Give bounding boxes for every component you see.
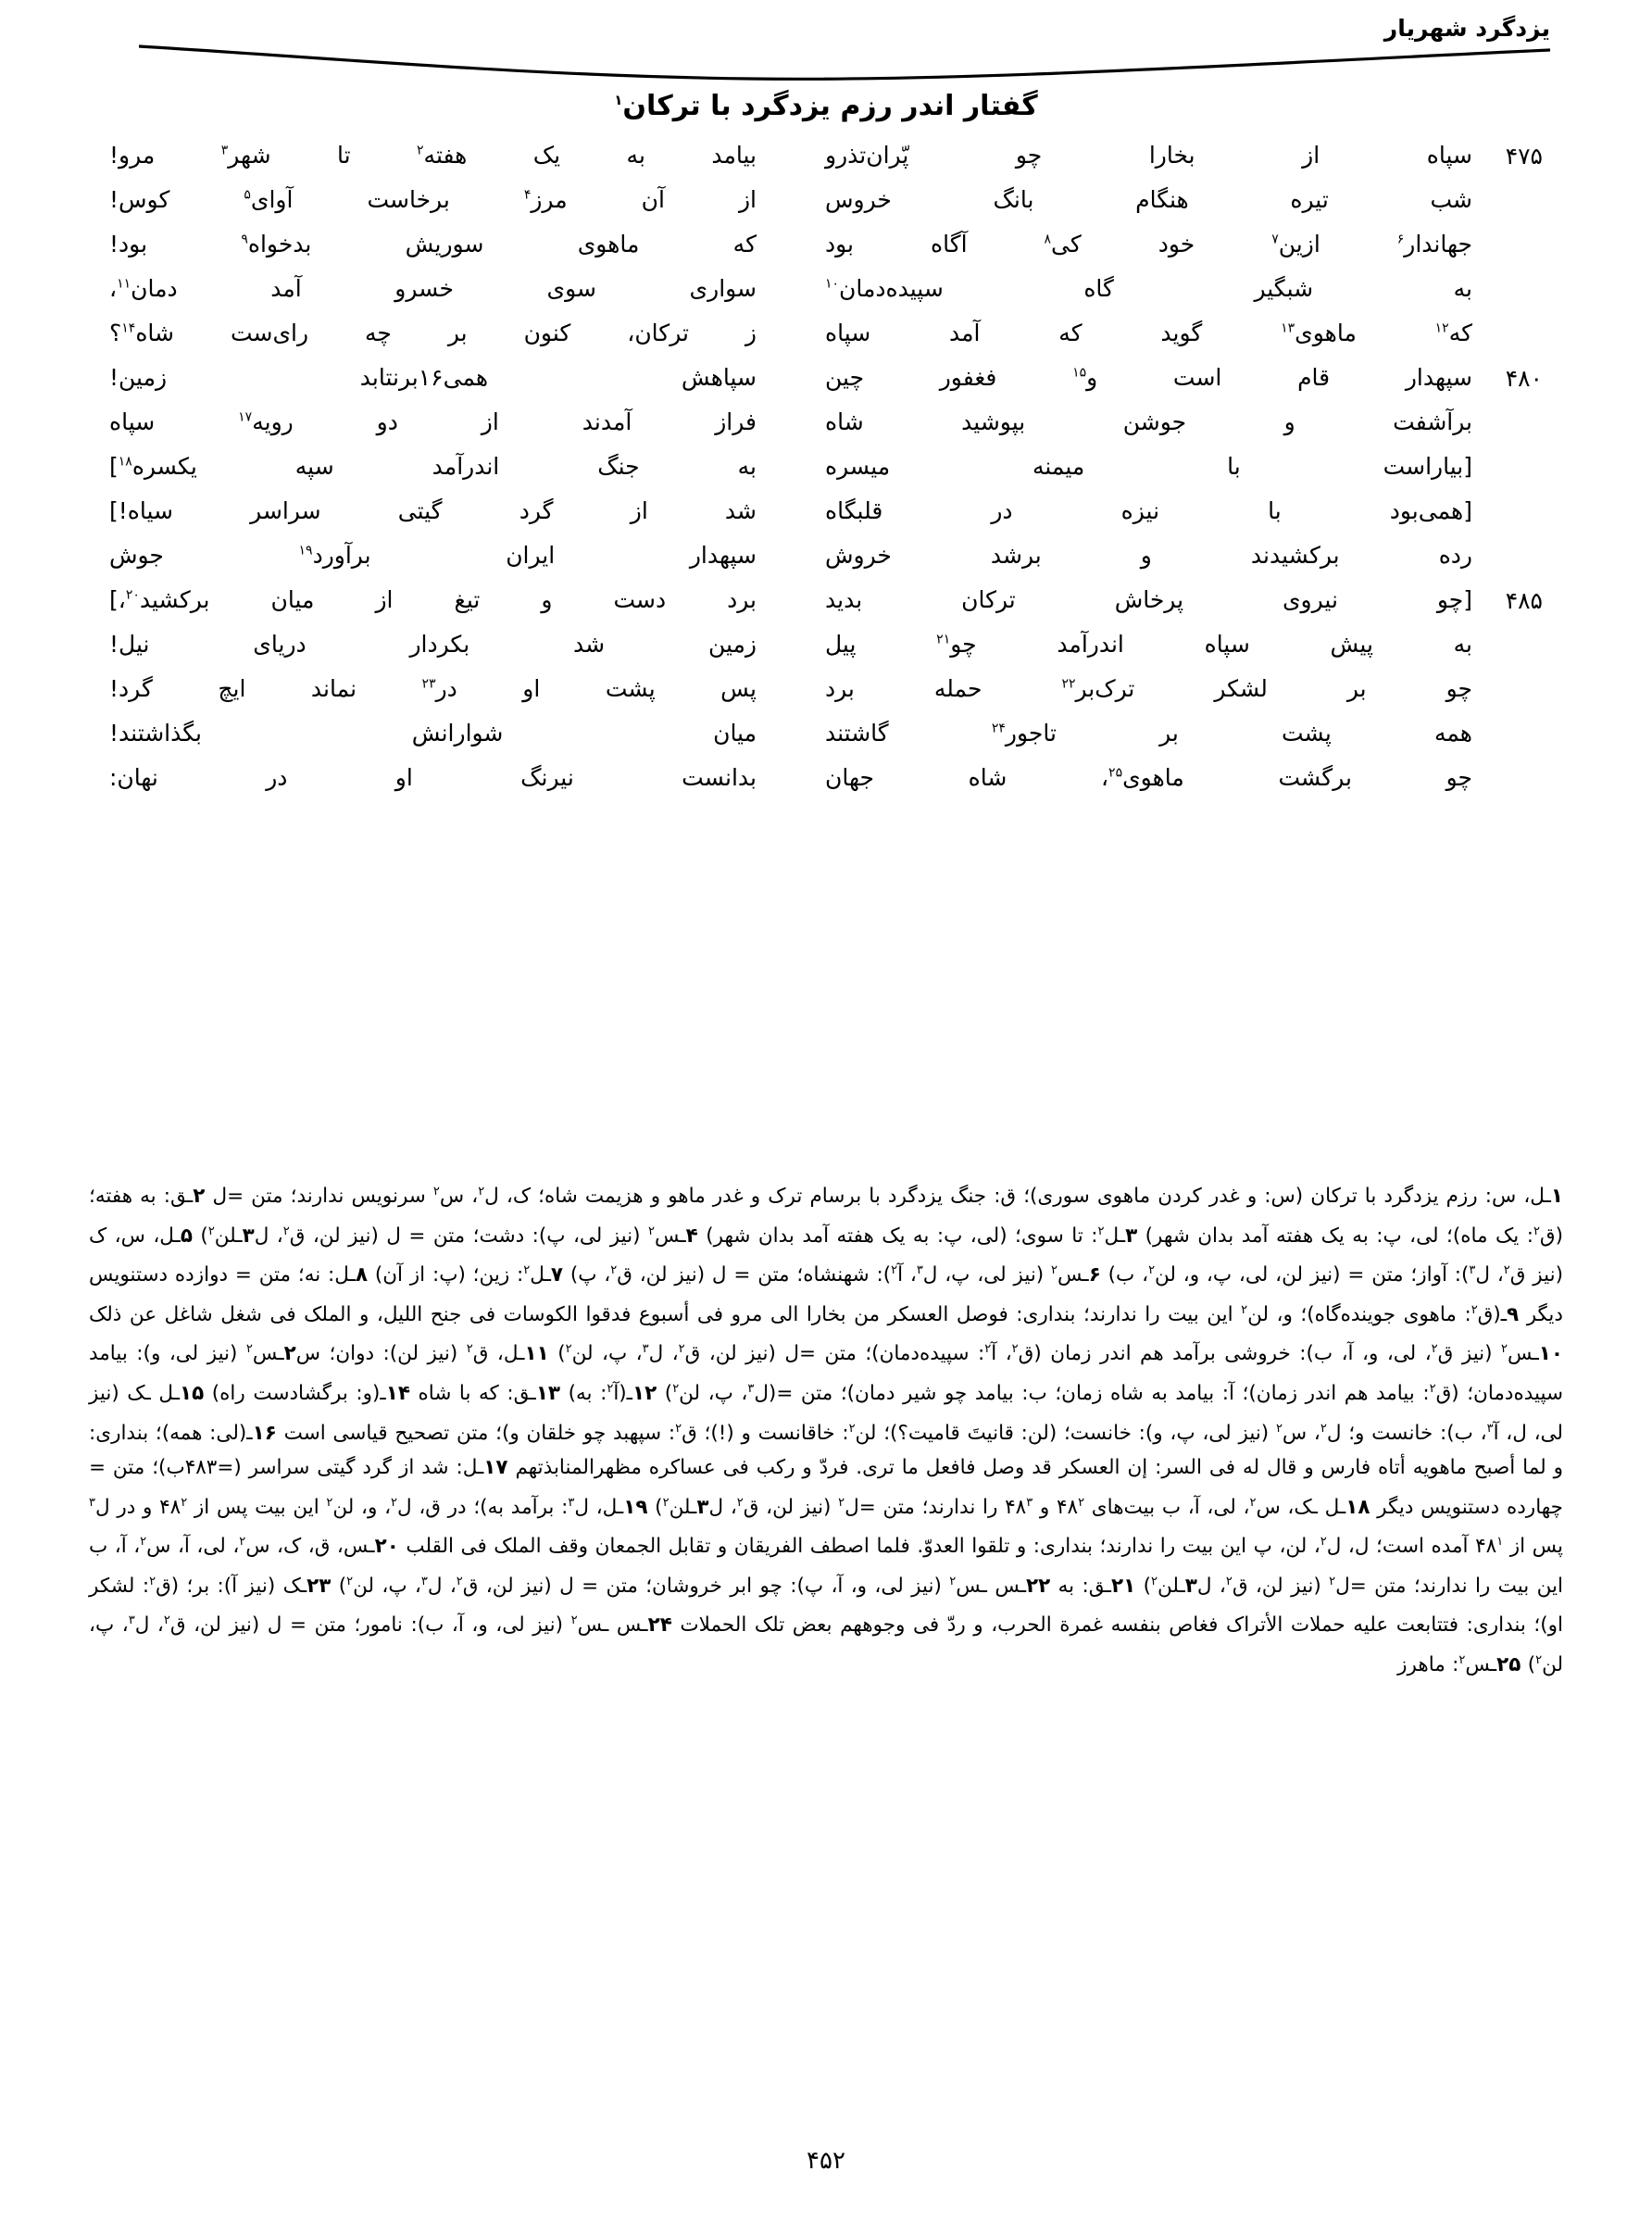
hemistich-first: همه پشت بر تاجور$^{۲۴}$ گاشتند: [825, 720, 1472, 747]
verse-number: [1472, 719, 1543, 722]
verse-line: [109, 674, 1543, 719]
apparatus-note-number: ۲۳: [307, 1574, 332, 1598]
hemistich-first: سپاه از بخارا چو پّران‌تذرو: [825, 142, 1472, 169]
apparatus-superscript: ۲: [1431, 1342, 1438, 1357]
apparatus-superscript: ۲: [672, 1381, 680, 1396]
apparatus-superscript: ۲: [1078, 1495, 1085, 1510]
apparatus-note-number: ۱: [1550, 1185, 1563, 1209]
folio-number: ۴۵۲: [807, 2147, 845, 2175]
hemistich-second: بدانست نیرنگ او در نهان:: [109, 764, 757, 791]
apparatus-note-number: ۸: [355, 1263, 368, 1287]
apparatus-superscript: ۲: [1533, 1224, 1540, 1238]
footnote-marker: ۲۲: [1061, 676, 1076, 692]
apparatus-note-number: ۳: [1125, 1224, 1138, 1248]
verse-line: [109, 719, 1543, 763]
apparatus-note-number: ۱۶: [252, 1421, 277, 1445]
verse-line: [109, 363, 1543, 408]
apparatus-superscript: ۳: [1486, 1421, 1494, 1436]
footnote-marker: ۱۸: [118, 454, 132, 470]
apparatus-note-number: ۹: [1507, 1302, 1520, 1326]
apparatus-superscript: ۲: [647, 1224, 655, 1238]
apparatus-superscript: ۲: [391, 1495, 397, 1510]
verse-block: [109, 141, 1543, 808]
footnote-marker: ۶: [1396, 232, 1405, 247]
hemistich-second: که ماهوی سوریش بدخواه$^۹$ بود!: [109, 231, 757, 257]
apparatus-superscript: ۳: [916, 1263, 923, 1278]
apparatus-superscript: ۲: [1429, 1381, 1436, 1396]
hemistich-first: سپهدار قام است و$^{۱۵}$ فغفور چین: [825, 364, 1472, 391]
apparatus-superscript: ۲: [1320, 1534, 1327, 1549]
verse-line: [109, 230, 1543, 274]
verse-line: [109, 630, 1543, 674]
apparatus-note-number: ۲۵: [1496, 1652, 1521, 1676]
apparatus-superscript: ۲: [1275, 1421, 1283, 1436]
verse-number: [1472, 630, 1543, 633]
apparatus-superscript: ۲: [736, 1495, 744, 1510]
apparatus-superscript: ۳: [1026, 1495, 1033, 1510]
apparatus-text: ۱ـل، س: رزم یزدگرد با ترکان (س: و غدر کردن ماهوی سوری)؛ ق: جنگ یزدگرد با برسام ترک و غدر ماهو و هزیمت شاه؛ ک، ل$^۲$، س$^۲$ سرنویس ندارند؛ متن =ل ۲ـق: به هفته؛ (ق$^۲$: یک ماه)؛ لی، پ: به یک هفته آمد بدان شهر) ۳ـل$^۲$: تا سوی؛ (لی، پ: به یک هفته آمد بدان شهر) ۴ـس$^۲$ (نیز لی، پ): دشت؛ متن = ل (نیز لن، ق$^۲$، ل۳ـلن$^۲$) ۵ـل، س، ک (نیز ق$^۲$، ل$^۳$): آواز؛ متن = (نیز لن، لی، پ، و، لن$^۲$، ب) ۶ـس$^۲$ (نیز لی، پ، ل$^۳$، آ$^۲$): شهنشاه؛ متن = ل (نیز لن، ق$^۲$، پ) ۷ـل$^۲$: زین؛ (پ: از آن) ۸ـل: نه؛ متن = دوازده دستنویس دیگر ۹ـ(ق$^۲$: ماهوی جوینده‌گاه)؛ و، لن$^۲$ این بیت را ندارند؛ بنداری: فوصل العسکر من بخارا الی مرو فی أسبوع فدقوا الکوسات فی جنح اللیل، و الملک فی شغل شاغل عن ذلک ۱۰ـس$^۲$ (نیز ق$^۲$، لی، و، آ، ب): خروشی برآمد هم اندر زمان (ق$^۲$، آ$^۲$: سپیده‌دمان)؛ متن =ل (نیز لن، ق$^۲$، ل$^۳$، پ، لن$^۲$) ۱۱ـل، ق$^۲$ (نیز لن): دوان؛ س۲ـس$^۲$ (نیز لی، و): بیامد سپیده‌دمان؛ (ق$^۲$: بیامد هم اندر زمان)؛ آ: بیامد به شاه زمان؛ ب: بیامد چو شیر دمان)؛ متن =(ل$^۳$، پ، لن$^۲$) ۱۲ـ(آ$^۲$: به) ۱۳ـق: که با شاه ۱۴ـ(و: برگشادست راه) ۱۵ـل ـک (نیز لی، ل، آ$^۳$، ب): خانست و؛ ل$^۲$، س$^۲$ (نیز لی، پ، و): خانست؛ (لن: قانیتَ قامیت‌؟)؛ لن$^۲$: خاقانست و (!)؛ ق$^۲$: سپهبد چو خلقان و)؛ متن تصحیح قیاسی است ۱۶ـ(لی: همه)؛ بنداری: و لما أصبح ماهویه أتاه فارس و قال له فی السر: إن العسکر قد وصل فافعل ما تری. فردّ و رکب فی عساکره مظهرالمنابذتهم ۱۷ـل: شد از گرد گیتی سراسر (=۴۸۳ب)؛ متن = چهارده دستنویس دیگر ۱۸ـل ـک، س$^۲$، لی، آ، ب بیت‌های $۴۸^۲$ و $۴۸^۳$ را ندارند؛ متن =ل$^۲$ (نیز لن، ق$^۲$، ل۳ـلن$^۲$) ۱۹ـل، ل$^۳$: برآمد به)؛ در ق، ل$^۲$، و، لن$^۲$ این بیت پس از $۴۸^۲$ و در ل$^۳$ پس از $۴۸^۱$ آمده است؛ ل، ل$^۲$، لن، پ این بیت را ندارند؛ بنداری: و تلقوا العدوّ. فلما اصطف الفریقان و تقابل الجمعان وقف الملک فی القلب ۲۰ـس، ق، ک، س$^۲$، لی، آ، س$^۲$، آ، ب این بیت را ندارند؛ متن =ل$^۲$ (نیز لن، ق$^۲$، ل۳ـلن$^۲$) ۲۱ـق: به ۲۲ـس ـس$^۲$ (نیز لی، و، آ، پ): چو ابر خروشان؛ متن = ل (نیز لن، ق$^۲$، ل$^۳$، پ، لن$^۲$) ۲۳ـک (نیز آ): بر؛ (ق$^۲$: لشکر او)؛ بنداری: فتتابعت علیه حملات الأتراک فغاص بنفسه غمرة الحرب، و ردّ فی وجوههم بعض تلک الحملات ۲۴ـس ـس$^۲$ (نیز لی، و، آ، ب): نامور؛ متن = ل (نیز لن، ق$^۲$، ل$^۳$، پ، لن$^۲$) ۲۵ـس$^۲$: ماهرز: [89, 1185, 1564, 1676]
apparatus-superscript: ۲: [1471, 1302, 1478, 1317]
apparatus-note-number: ۱۰: [1538, 1342, 1563, 1366]
apparatus-superscript: ۲: [1151, 1574, 1158, 1588]
apparatus-superscript: ۲: [149, 1574, 156, 1588]
footnote-marker: ۷: [1271, 232, 1279, 247]
apparatus-superscript: ۳: [128, 1613, 135, 1628]
wavy-rule-icon: [139, 44, 1550, 82]
running-header-title: یزدگرد شهریار: [1383, 15, 1550, 42]
apparatus-superscript: ۲: [607, 1381, 614, 1396]
apparatus-note-number: ۲۱: [1111, 1574, 1136, 1598]
apparatus-superscript: ۲: [1097, 1224, 1105, 1238]
footnote-marker: ۲۵: [1108, 765, 1123, 781]
apparatus-note-number: ۱۱: [524, 1342, 549, 1366]
apparatus-superscript: ۲: [245, 1342, 253, 1357]
apparatus-superscript: ۲: [1011, 1342, 1019, 1357]
verse-line: [109, 541, 1543, 585]
verse-number: [1472, 274, 1543, 277]
apparatus-superscript: ۲: [1320, 1421, 1327, 1436]
verse-line: [109, 141, 1543, 185]
apparatus-superscript: ۳: [89, 1495, 95, 1510]
verse-line: [109, 185, 1543, 230]
apparatus-superscript: ۲: [610, 1263, 618, 1278]
verse-number: [1472, 452, 1543, 455]
hemistich-second: برد دست و تیغ از میان برکشید$^{۲۰}$،]: [109, 586, 757, 613]
footnote-marker: ۱۵: [1072, 365, 1087, 381]
apparatus-superscript: ۲: [1241, 1302, 1248, 1317]
verse-number: [1472, 496, 1543, 499]
apparatus-superscript: ۲: [1148, 1263, 1156, 1278]
hemistich-second: از آن مرز$^۴$ برخاست آوای$^۵$ کوس!: [109, 186, 757, 213]
apparatus-superscript: ۲: [678, 1342, 685, 1357]
apparatus-superscript: ۲: [675, 1421, 682, 1436]
hemistich-first: [همی‌بود با نیزه در قلبگاه: [825, 497, 1472, 524]
hemistich-first: رده برکشیدند و برشد خروش: [825, 542, 1472, 569]
apparatus-superscript: ۲: [478, 1185, 485, 1199]
section-title: [0, 90, 1652, 122]
hemistich-first: به پیش سپاه اندرآمد چو$^{۲۱}$ پیل: [825, 631, 1472, 658]
apparatus-superscript: ۲: [1535, 1652, 1543, 1667]
apparatus-superscript: ۳: [1469, 1263, 1476, 1278]
footnote-marker: ۲: [417, 143, 424, 158]
hemistich-second: سپاهش همی۱۶برنتابد زمین!: [109, 364, 757, 391]
apparatus-superscript: ۲: [949, 1574, 957, 1588]
footnote-marker: ۴: [523, 187, 532, 203]
apparatus-note-number: ۲: [283, 1342, 296, 1366]
verse-number: [1472, 674, 1543, 677]
footnote-marker: ۱۹: [298, 543, 313, 558]
apparatus-superscript: ۲: [1249, 1495, 1257, 1510]
apparatus-superscript: ۲: [432, 1185, 440, 1199]
apparatus-superscript: ۲: [838, 1495, 845, 1510]
apparatus-note-number: ۱۹: [623, 1495, 648, 1519]
hemistich-second: میان شوارانش بگذاشتند!: [109, 720, 757, 747]
hemistich-second: سپهدار ایران برآورد$^{۱۹}$ جوش: [109, 542, 757, 569]
verse-number: [1472, 408, 1543, 410]
apparatus-superscript: ۲: [565, 1342, 572, 1357]
apparatus-note-number: ۱۵: [179, 1381, 205, 1405]
apparatus-note-number: ۱۴: [385, 1381, 410, 1405]
apparatus-superscript: ۲: [456, 1574, 463, 1588]
footnote-marker: ۱۴: [121, 320, 136, 336]
apparatus-superscript: ۲: [282, 1224, 290, 1238]
footnote-marker: ۵: [244, 187, 251, 203]
apparatus-superscript: ۲: [163, 1613, 170, 1628]
verse-line: [109, 408, 1543, 452]
footnote-marker: ۳: [220, 143, 229, 158]
footnote-marker: ۲۳: [421, 676, 436, 692]
verse-number: ۴۸۵: [1505, 587, 1543, 614]
apparatus-superscript: ۲: [662, 1495, 670, 1510]
apparatus-note-number: ۲۰: [374, 1535, 399, 1559]
apparatus-superscript: ۲: [848, 1421, 856, 1436]
hemistich-first: برآشفت و جوشن بپوشید شاه: [825, 408, 1472, 435]
hemistich-first: جهاندار$^۶$ ازین$^۷$ خود کی$^۸$ آگاه بود: [825, 231, 1472, 257]
hemistich-second: شد از گرد گیتی سراسر سیاه!]: [109, 497, 757, 524]
running-header: [139, 7, 1550, 72]
hemistich-second: سواری سوی خسرو آمد دمان$^{۱۱}$،: [109, 275, 757, 302]
footnote-marker: ۱۳: [1281, 320, 1295, 336]
apparatus-superscript: ۲: [239, 1534, 246, 1549]
hemistich-second: پس پشت او در$^{۲۳}$ نماند ایچ گرد!: [109, 675, 757, 702]
hemistich-second: بیامد به یک هفته$^۲$ تا شهر$^۳$ مرو!: [109, 142, 757, 169]
verse-line: [109, 319, 1543, 363]
footnote-marker: ۱۲: [1434, 320, 1449, 336]
hemistich-first: چو بر لشکر ترک‌بر$^{۲۲}$ حمله برد: [825, 675, 1472, 702]
hemistich-second: به جنگ اندرآمد سپه یکسره$^{۱۸}$]: [109, 453, 757, 480]
apparatus-note-number: ۳: [242, 1224, 255, 1248]
apparatus-superscript: ۳: [747, 1381, 755, 1396]
hemistich-first: [چو نیروی پرخاش ترکان بدید: [825, 586, 1472, 613]
footnote-marker: ۱۱: [117, 276, 131, 292]
apparatus-superscript: ۱: [1496, 1534, 1504, 1549]
hemistich-first: چو برگشت ماهوی$^{۲۵}$، شاه جهان: [825, 764, 1472, 791]
verse-number: [1472, 541, 1543, 544]
apparatus-superscript: ۲: [140, 1534, 147, 1549]
section-title-text: گفتار اندر رزم یزدگرد با ترکان: [622, 90, 1038, 122]
critical-apparatus: [89, 1174, 1563, 1682]
apparatus-note-number: ۱۳: [535, 1381, 561, 1405]
apparatus-superscript: ۳: [568, 1495, 575, 1510]
hemistich-first: که$^{۱۲}$ ماهوی$^{۱۳}$ گوید که آمد سپاه: [825, 320, 1472, 346]
verse-number: ۴۸۰: [1505, 365, 1543, 392]
footnote-marker: ۸: [1044, 232, 1052, 247]
apparatus-note-number: ۳: [1184, 1574, 1197, 1598]
apparatus-superscript: ۲: [1501, 1342, 1508, 1357]
footnote-marker: ۲۰: [125, 587, 140, 603]
footnote-marker: ۱۷: [238, 409, 253, 425]
verse-number: [1472, 319, 1543, 321]
apparatus-note-number: ۱۸: [1345, 1495, 1370, 1519]
apparatus-superscript: ۳: [420, 1574, 428, 1588]
apparatus-superscript: ۲: [1051, 1263, 1058, 1278]
apparatus-superscript: ۲: [326, 1495, 333, 1510]
apparatus-note-number: ۴: [685, 1224, 698, 1248]
apparatus-note-number: ۳: [696, 1495, 709, 1519]
apparatus-superscript: ۲: [466, 1342, 473, 1357]
apparatus-note-number: ۷: [550, 1263, 563, 1287]
apparatus-superscript: ۲: [984, 1342, 992, 1357]
apparatus-superscript: ۲: [207, 1224, 215, 1238]
verse-line: [109, 585, 1543, 630]
hemistich-second: فراز آمدند از دو رویه$^{۱۷}$ سپاه: [109, 408, 757, 435]
hemistich-first: [بیاراست با میمنه میسره: [825, 453, 1472, 480]
apparatus-note-number: ۵: [180, 1224, 193, 1248]
verse-line: [109, 452, 1543, 496]
footnote-marker: ۲۴: [991, 721, 1006, 736]
apparatus-note-number: ۱۲: [632, 1381, 657, 1405]
footnote-marker: ۲۱: [936, 632, 951, 647]
apparatus-superscript: ۲: [570, 1613, 578, 1628]
apparatus-superscript: ۲: [346, 1574, 354, 1588]
verse-number: [1472, 763, 1543, 766]
apparatus-note-number: ۲۲: [1026, 1574, 1051, 1598]
section-title-footnote-marker: ۱: [614, 92, 623, 108]
footnote-marker: ۹: [241, 232, 248, 247]
hemistich-second: ز ترکان، کنون بر چه رای‌ست شاه$^{۱۴}$؟: [109, 320, 757, 346]
hemistich-second: زمین شد بکردار دریای نیل!: [109, 631, 757, 658]
apparatus-superscript: ۲: [181, 1495, 188, 1510]
hemistich-first: به شبگیر گاه سپیده‌دمان$^{۱۰}$: [825, 275, 1472, 302]
apparatus-note-number: ۲۴: [647, 1613, 672, 1638]
apparatus-superscript: ۲: [1225, 1574, 1233, 1588]
apparatus-superscript: ۳: [642, 1342, 649, 1357]
verse-line: [109, 763, 1543, 808]
apparatus-superscript: ۲: [1329, 1574, 1336, 1588]
verse-number: ۴۷۵: [1505, 143, 1543, 169]
apparatus-superscript: ۲: [891, 1263, 898, 1278]
verse-number: [1472, 185, 1543, 188]
verse-number: [1472, 230, 1543, 232]
apparatus-note-number: ۱۷: [483, 1455, 508, 1479]
apparatus-superscript: ۲: [1503, 1263, 1510, 1278]
apparatus-note-number: ۲: [193, 1185, 206, 1209]
footnote-marker: ۱۰: [825, 276, 840, 292]
verse-line: [109, 274, 1543, 319]
apparatus-superscript: ۲: [1458, 1652, 1466, 1667]
verse-line: [109, 496, 1543, 541]
hemistich-first: شب تیره هنگام بانگ خروس: [825, 186, 1472, 213]
apparatus-note-number: ۶: [1088, 1263, 1101, 1287]
apparatus-superscript: ۲: [523, 1263, 531, 1278]
